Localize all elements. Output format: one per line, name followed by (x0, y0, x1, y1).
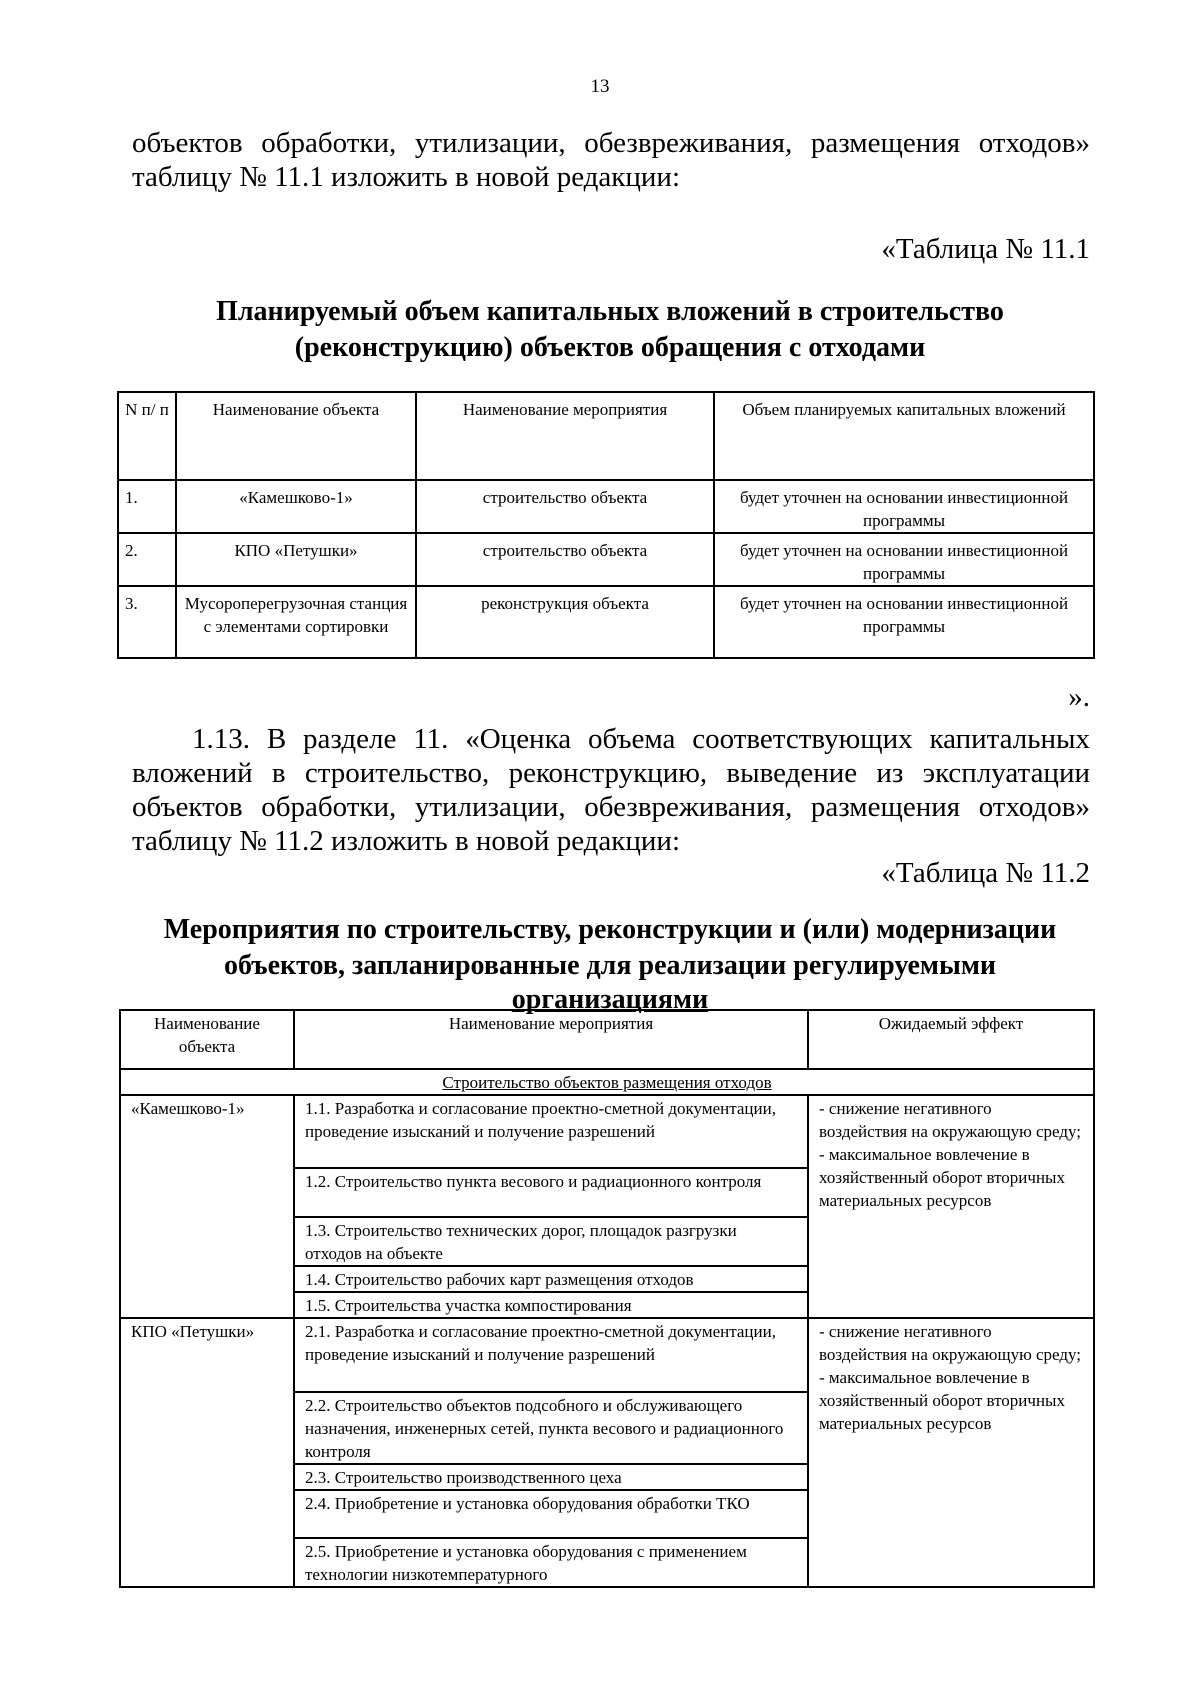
section-line-4: таблицу № 11.2 изложить в новой редакции: (132, 825, 681, 857)
table2-header-effect: Ожидаемый эффект (808, 1010, 1094, 1069)
table2-cell-event: 1.2. Строительство пункта весового и радиационного контроля (294, 1168, 808, 1217)
table2-label: «Таблица № 11.2 (881, 857, 1090, 889)
table-row (118, 533, 1094, 586)
table2-section-title: Строительство объектов размещения отходов (442, 1073, 772, 1092)
table2-section-cell (120, 1069, 1094, 1095)
table1-cell-object: «Камешково-1» (176, 480, 416, 533)
table1-cell-num: 1. (118, 480, 176, 533)
table2-cell-object: «Камешково-1» (120, 1095, 294, 1318)
table1-cell-num: 3. (118, 586, 176, 658)
table1-closing: ». (1068, 681, 1090, 713)
table1-cell-num: 2. (118, 533, 176, 586)
table2-title-line-2: объектов, запланированные для реализации регулируемыми (223, 950, 997, 981)
table2-cell-event: 2.1. Разработка и согласование проектно-сметной документации, проведение изысканий и получение разрешений (294, 1318, 808, 1392)
table1-title-line-2: (реконструкцию) объектов обращения с отходами (294, 332, 926, 363)
intro-line-1: объектов обработки, утилизации, обезвреживания, размещения отходов» (132, 127, 1090, 159)
intro-line-2: таблицу № 11.1 изложить в новой редакции: (132, 161, 681, 193)
table2-title-line-1: Мероприятия по строительству, реконструкции и (или) модернизации (163, 914, 1057, 945)
table2-header-event: Наименование мероприятия (294, 1010, 808, 1069)
table2-cell-event: 2.3. Строительство производственного цеха (294, 1464, 808, 1490)
table1-header-object: Наименование объекта (176, 392, 416, 480)
table-row (120, 1318, 1094, 1392)
table2-cell-event: 2.2. Строительство объектов подсобного и обслуживающего назначения, инженерных сетей, пункта весового и радиационного контроля (294, 1392, 808, 1464)
section-line-2: вложений в строительство, реконструкцию, выведение из эксплуатации (132, 757, 1090, 789)
table-row (118, 586, 1094, 658)
table1-cell-object: Мусороперегрузочная станция с элементами сортировки (176, 586, 416, 658)
section-line-3: объектов обработки, утилизации, обезвреживания, размещения отходов» (132, 791, 1090, 823)
table1-cell-volume: будет уточнен на основании инвестиционной программы (714, 533, 1094, 586)
table1-label: «Таблица № 11.1 (881, 233, 1090, 265)
table-11-1 (117, 391, 1095, 659)
table2-cell-effect: - снижение негативного воздействия на окружающую среду; - максимальное вовлечение в хозяйственный оборот вторичных материальных ресурсов (808, 1318, 1094, 1587)
table1-cell-event: строительство объекта (416, 533, 714, 586)
table1-cell-event: строительство объекта (416, 480, 714, 533)
table1-header-row (118, 392, 1094, 480)
table2-cell-event: 1.4. Строительство рабочих карт размещения отходов (294, 1266, 808, 1292)
table2-cell-event: 2.4. Приобретение и установка оборудования обработки ТКО (294, 1490, 808, 1538)
table2-cell-event: 1.5. Строительства участка компостирования (294, 1292, 808, 1318)
table-11-2 (119, 1009, 1095, 1588)
table1-header-event: Наименование мероприятия (416, 392, 714, 480)
table2-cell-event: 1.3. Строительство технических дорог, площадок разгрузки отходов на объекте (294, 1217, 808, 1266)
table1-header-volume: Объем планируемых капитальных вложений (714, 392, 1094, 480)
table2-cell-event: 2.5. Приобретение и установка оборудования с применением технологии низкотемпературного (294, 1538, 808, 1587)
table1-title-line-1: Планируемый объем капитальных вложений в строительство (216, 296, 1004, 327)
section-line-1: 1.13. В разделе 11. «Оценка объема соответствующих капитальных (192, 723, 1090, 755)
page-number: 13 (590, 76, 610, 97)
table1-cell-volume: будет уточнен на основании инвестиционной программы (714, 586, 1094, 658)
table2-section-row (120, 1069, 1094, 1095)
table1-cell-object: КПО «Петушки» (176, 533, 416, 586)
table1-cell-volume: будет уточнен на основании инвестиционной программы (714, 480, 1094, 533)
table1-cell-event: реконструкция объекта (416, 586, 714, 658)
table-row (120, 1095, 1094, 1168)
table2-title-line-3-text: организациями (511, 984, 709, 1015)
table2-cell-event: 1.1. Разработка и согласование проектно-сметной документации, проведение изысканий и получение разрешений (294, 1095, 808, 1168)
table1-header-num: N п/ п (118, 392, 176, 480)
table2-cell-effect: - снижение негативного воздействия на окружающую среду; - максимальное вовлечение в хозяйственный оборот вторичных материальных ресурсов (808, 1095, 1094, 1318)
table2-header-row (120, 1010, 1094, 1069)
table2-cell-object: КПО «Петушки» (120, 1318, 294, 1587)
table2-header-object: Наименование объекта (120, 1010, 294, 1069)
table-row (118, 480, 1094, 533)
